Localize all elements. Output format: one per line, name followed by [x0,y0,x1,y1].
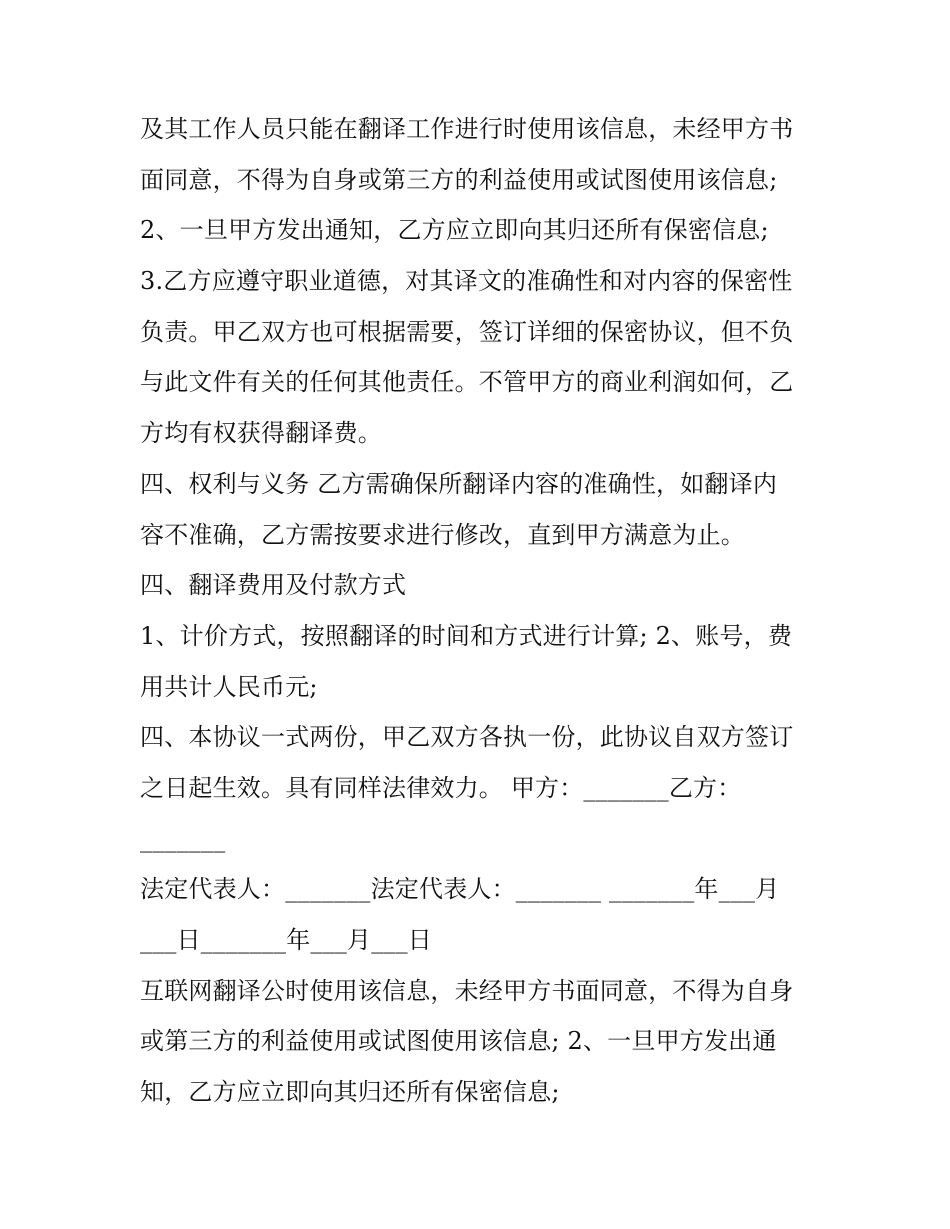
signature-line-representatives: 法定代表人：_______法定代表人：_______ _______年___月 [140,875,780,904]
text-line: 或第三方的利益使用或试图使用该信息; 2、一旦甲方发出通 [140,1027,777,1056]
section-heading-rights: 四、权利与义务 乙方需确保所翻译内容的准确性，如翻译内 [140,469,778,498]
text-line: 负责。甲乙双方也可根据需要，签订详细的保密协议，但不负 [140,317,794,346]
document-body [140,104,830,1118]
text-line: 方均有权获得翻译费。 [140,419,382,448]
text-line: 与此文件有关的任何其他责任。不管甲方的商业利润如何，乙 [140,368,794,397]
signature-line-dates: ___日_______年___月___日 [140,926,432,954]
signature-blank: _______ [140,824,226,853]
text-line: 面同意，不得为自身或第三方的利益使用或试图使用该信息; [140,165,778,194]
section-heading-agreement: 四、本协议一式两份，甲乙双方各执一份，此协议自双方签订 [140,723,794,752]
text-line: 1、计价方式，按照翻译的时间和方式进行计算; 2、账号，费 [140,621,793,650]
text-line: 及其工作人员只能在翻译工作进行时使用该信息，未经甲方书 [140,115,794,143]
text-line: 用共计人民币元; [140,672,318,701]
section-heading-fees: 四、翻译费用及付款方式 [140,571,407,600]
text-line: 知，乙方应立即向其归还所有保密信息; [140,1078,560,1107]
signature-line-parties: 之日起生效。具有同样法律效力。 甲方：_______乙方： [140,773,742,802]
text-line: 2、一旦甲方发出通知，乙方应立即向其归还所有保密信息; [140,216,769,245]
text-line: 3.乙方应遵守职业道德，对其译文的准确性和对内容的保密性 [140,267,793,296]
text-line: 容不准确，乙方需按要求进行修改，直到甲方满意为止。 [140,520,745,549]
text-line: 互联网翻译公时使用该信息，未经甲方书面同意，不得为自身 [140,976,794,1005]
